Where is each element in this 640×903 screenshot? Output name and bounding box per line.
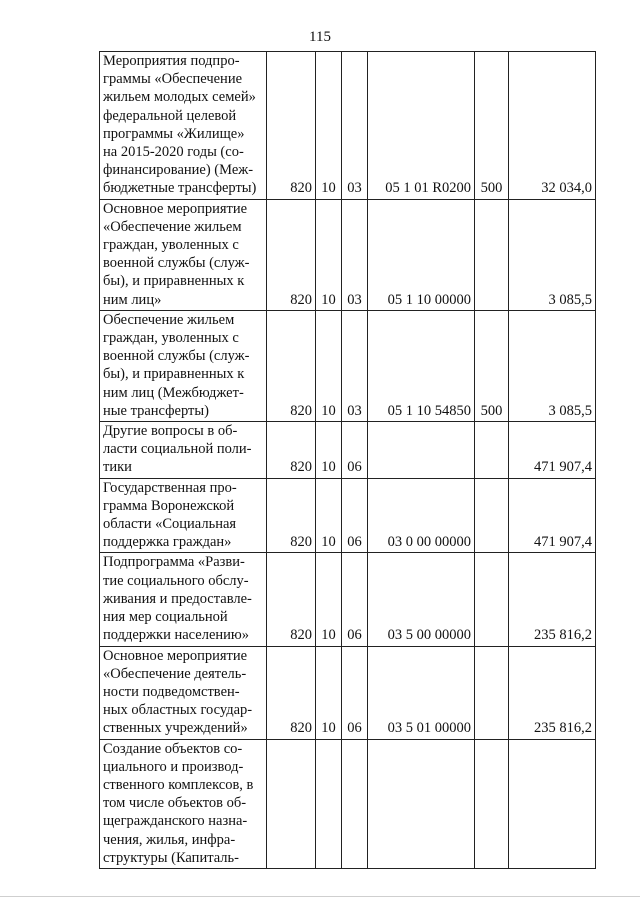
row-vr-code (475, 199, 509, 310)
row-gr-code: 820 (267, 478, 316, 553)
row-cs-code: 05 1 10 54850 (368, 310, 475, 421)
row-cs-code: 03 5 00 00000 (368, 553, 475, 646)
row-cs-code (368, 422, 475, 479)
row-vr-code (475, 422, 509, 479)
row-rz-code: 10 (316, 52, 342, 200)
row-rz-code: 10 (316, 310, 342, 421)
budget-table (99, 51, 596, 869)
row-pr-code: 03 (342, 310, 368, 421)
row-sum: 32 034,0 (509, 52, 596, 200)
row-gr-code: 820 (267, 553, 316, 646)
table-row (100, 478, 596, 553)
row-pr-code: 03 (342, 199, 368, 310)
row-cs-code: 05 1 10 00000 (368, 199, 475, 310)
row-sum (509, 739, 596, 868)
row-gr-code: 820 (267, 422, 316, 479)
row-pr-code: 06 (342, 646, 368, 739)
row-sum: 471 907,4 (509, 422, 596, 479)
row-rz-code: 10 (316, 478, 342, 553)
row-vr-code (475, 739, 509, 868)
row-pr-code (342, 739, 368, 868)
row-name: Основное мероприятие «Обеспечение жильем граждан, уволенных с военной службы (служ- бы), и приравненных к ним лиц» (100, 199, 267, 310)
table-row (100, 646, 596, 739)
row-vr-code (475, 553, 509, 646)
row-gr-code: 820 (267, 52, 316, 200)
row-name: Создание объектов со- циального и производ- ственного комплексов, в том числе объектов об- щегражданского назна- чения, жилья, инфра- структуры (Капиталь- (100, 739, 267, 868)
row-sum: 235 816,2 (509, 646, 596, 739)
row-name: Государственная про- грамма Воронежской области «Социальная поддержка граждан» (100, 478, 267, 553)
table-row (100, 199, 596, 310)
table-row (100, 553, 596, 646)
row-name: Другие вопросы в об- ласти социальной поли- тики (100, 422, 267, 479)
table-row (100, 422, 596, 479)
row-sum: 235 816,2 (509, 553, 596, 646)
scan-edge-line (0, 896, 640, 897)
row-pr-code: 06 (342, 553, 368, 646)
row-rz-code: 10 (316, 646, 342, 739)
row-pr-code: 06 (342, 478, 368, 553)
budget-table-body (100, 52, 596, 869)
row-sum: 3 085,5 (509, 199, 596, 310)
row-name: Основное мероприятие «Обеспечение деятель- ности подведомствен- ных областных государ- ственных учреждений» (100, 646, 267, 739)
row-rz-code: 10 (316, 553, 342, 646)
row-gr-code (267, 739, 316, 868)
row-name: Мероприятия подпро- граммы «Обеспечение жильем молодых семей» федеральной целевой программы «Жилище» на 2015-2020 годы (со- финансирование) (Меж- бюджетные трансферты) (100, 52, 267, 200)
row-rz-code: 10 (316, 199, 342, 310)
row-sum: 3 085,5 (509, 310, 596, 421)
row-vr-code (475, 646, 509, 739)
table-row (100, 739, 596, 868)
table-row (100, 52, 596, 200)
row-sum: 471 907,4 (509, 478, 596, 553)
row-pr-code: 06 (342, 422, 368, 479)
row-cs-code: 03 5 01 00000 (368, 646, 475, 739)
row-gr-code: 820 (267, 646, 316, 739)
row-cs-code: 05 1 01 R0200 (368, 52, 475, 200)
row-name: Обеспечение жильем граждан, уволенных с военной службы (служ- бы), и приравненных к ним лиц (Межбюджет- ные трансферты) (100, 310, 267, 421)
row-vr-code (475, 478, 509, 553)
table-row (100, 310, 596, 421)
row-gr-code: 820 (267, 310, 316, 421)
row-gr-code: 820 (267, 199, 316, 310)
row-pr-code: 03 (342, 52, 368, 200)
row-vr-code: 500 (475, 310, 509, 421)
row-vr-code: 500 (475, 52, 509, 200)
row-cs-code: 03 0 00 00000 (368, 478, 475, 553)
row-rz-code: 10 (316, 422, 342, 479)
row-cs-code (368, 739, 475, 868)
page-number: 115 (309, 29, 331, 45)
row-name: Подпрограмма «Разви- тие социального обслу- живания и предоставле- ния мер социальной поддержки населению» (100, 553, 267, 646)
row-rz-code (316, 739, 342, 868)
